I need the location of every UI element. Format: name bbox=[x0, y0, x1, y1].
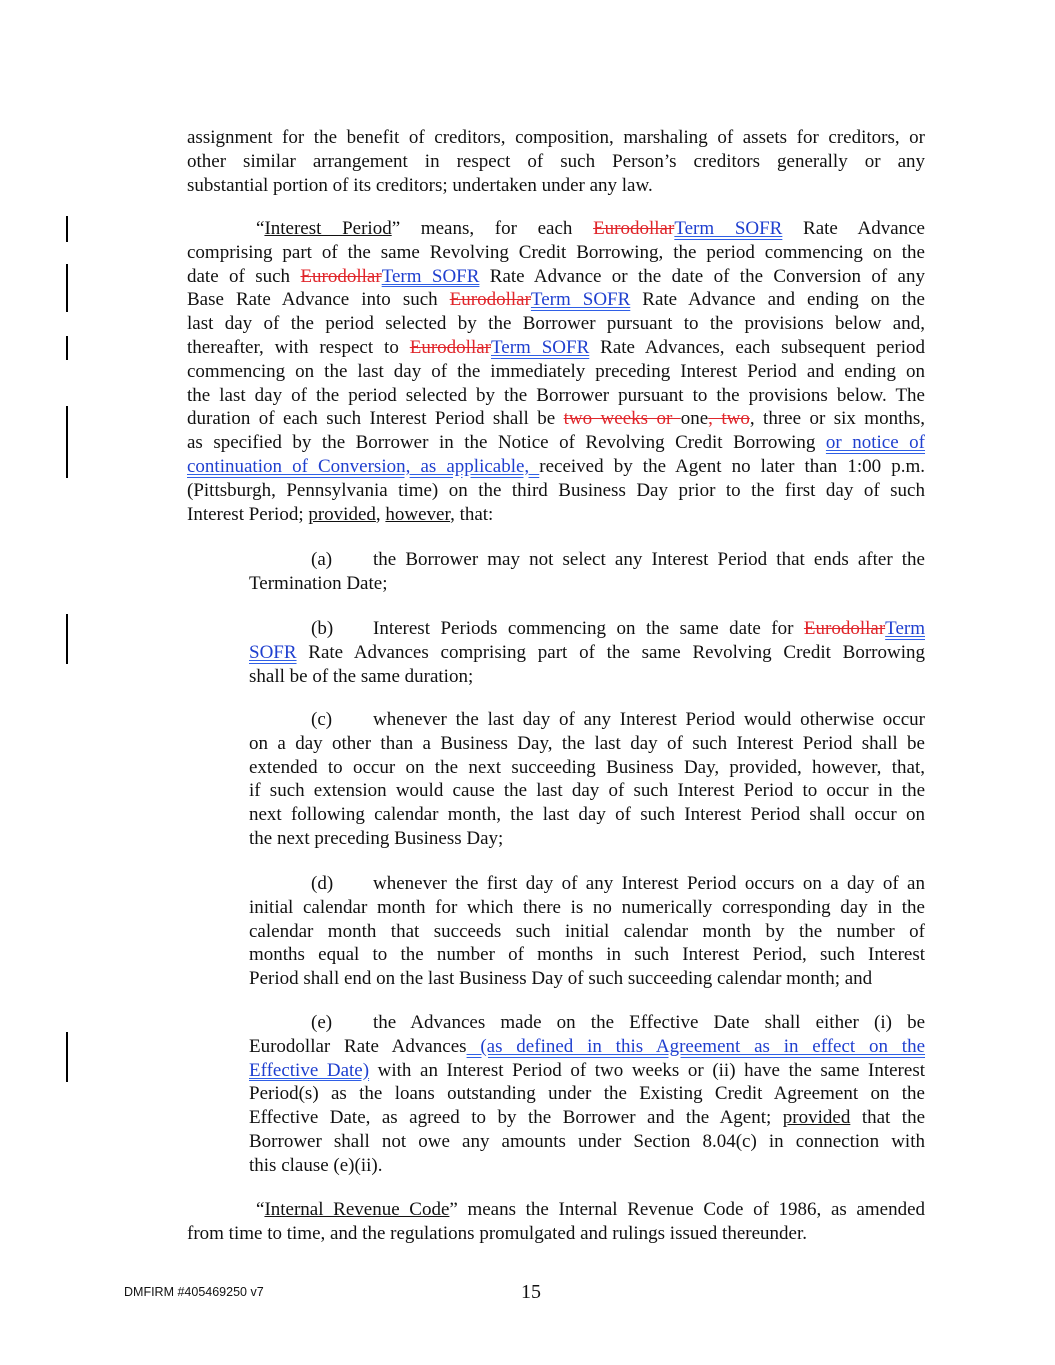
clause-label: (e) bbox=[311, 1012, 333, 1033]
deleted-text: , two bbox=[708, 408, 750, 430]
text-line: this clause (e)(ii). bbox=[249, 1154, 383, 1176]
inserted-text: Term SOFR bbox=[491, 336, 590, 358]
text-line: (Pittsburgh, Pennsylvania time) on the third Business Day prior to the first day of such bbox=[187, 479, 925, 501]
text-line: shall be of the same duration; bbox=[249, 665, 474, 687]
change-bar bbox=[66, 1032, 68, 1082]
text-line: Termination Date; bbox=[249, 572, 388, 594]
text-line: “Internal Revenue Code” means the Internal Revenue Code of 1986, as amended bbox=[256, 1199, 926, 1220]
underlined-word: provided bbox=[308, 503, 376, 525]
text-line: on a day other than a Business Day, the last day of such Interest Period shall be bbox=[249, 732, 925, 754]
deleted-text: Eurodollar bbox=[803, 618, 886, 639]
deleted-text: Eurodollar bbox=[409, 336, 491, 358]
defined-term: Interest Period bbox=[264, 218, 392, 239]
inserted-text: (as defined in this Agreement as in effect on the bbox=[466, 1035, 926, 1057]
text-line: calendar month that succeeds such initial calendar month by the number of bbox=[249, 920, 925, 942]
text-line: SOFR Rate Advances comprising part of the same Revolving Credit Borrowing bbox=[249, 641, 925, 663]
text-line: “Interest Period” means, for each EurodollarTerm SOFR Rate Advance bbox=[256, 218, 925, 239]
clause-label: (c) bbox=[311, 709, 333, 730]
text-line: Effective Date) with an Interest Period of two weeks or (ii) have the same Interest bbox=[249, 1059, 925, 1081]
underlined-word: provided bbox=[782, 1107, 851, 1129]
text-line: thereafter, with respect to EurodollarTerm SOFR Rate Advances, each subsequent period bbox=[187, 336, 925, 358]
deleted-text: Eurodollar bbox=[593, 218, 675, 239]
underlined-word: however bbox=[385, 503, 451, 525]
inserted-text: Term SOFR bbox=[381, 265, 480, 287]
text-line: Borrower shall not owe any amounts under Section 8.04(c) in connection with bbox=[249, 1130, 925, 1152]
text-line: commencing on the last day of the immediately preceding Interest Period and ending on bbox=[187, 360, 925, 382]
text-line: (a) the Borrower may not select any Interest Period that ends after the bbox=[311, 549, 925, 570]
clause-d bbox=[249, 872, 925, 991]
text-line: continuation of Conversion, as applicable, received by the Agent no later than 1:00 p.m. bbox=[187, 455, 925, 477]
deleted-text: Eurodollar bbox=[300, 265, 382, 287]
page-number: 15 bbox=[521, 1281, 541, 1303]
clause-label: (a) bbox=[311, 549, 333, 570]
inserted-text: continuation of Conversion, as applicable, bbox=[187, 455, 540, 477]
text-line: next following calendar month, the last day of such Interest Period shall occur on bbox=[249, 804, 925, 826]
text-line: if such extension would cause the last day of such Interest Period to occur in the bbox=[249, 780, 925, 802]
text-line: Base Rate Advance into such EurodollarTerm SOFR Rate Advance and ending on the bbox=[187, 289, 925, 311]
text-line: Effective Date, as agreed to by the Borrower and the Agent; provided that the bbox=[249, 1107, 925, 1129]
text-line: Period shall end on the last Business Day of such succeeding calendar month; and bbox=[249, 968, 873, 990]
text-line: the next preceding Business Day; bbox=[249, 827, 504, 849]
inserted-text: Effective Date) bbox=[249, 1059, 370, 1081]
text-line: (c) whenever the last day of any Interest Period would otherwise occur bbox=[311, 709, 925, 730]
inserted-text: Term SOFR bbox=[674, 218, 783, 239]
clause-label: (b) bbox=[311, 618, 334, 639]
deleted-text: Eurodollar bbox=[449, 289, 531, 311]
change-bar bbox=[66, 264, 68, 312]
change-bar bbox=[66, 336, 68, 360]
internal-revenue-code-definition bbox=[187, 1198, 925, 1246]
inserted-text: SOFR bbox=[249, 641, 297, 663]
clause-a bbox=[249, 548, 925, 596]
text-line: as specified by the Borrower in the Notice of Revolving Credit Borrowing or notice of bbox=[187, 432, 926, 454]
change-bar bbox=[66, 406, 68, 478]
text-line: (d) whenever the first day of any Interest Period occurs on a day of an bbox=[311, 873, 925, 894]
clause-e bbox=[249, 1011, 925, 1178]
interest-period-definition bbox=[187, 217, 925, 526]
text-line: date of such EurodollarTerm SOFR Rate Advance or the date of the Conversion of any bbox=[187, 265, 925, 287]
text-line: (b) Interest Periods commencing on the same date for EurodollarTerm bbox=[311, 618, 925, 639]
text-line: other similar arrangement in respect of such Person’s creditors generally or any bbox=[187, 150, 925, 172]
text-line: Period(s) as the loans outstanding under the Existing Credit Agreement on the bbox=[249, 1083, 925, 1105]
text-line: comprising part of the same Revolving Credit Borrowing, the period commencing on the bbox=[187, 241, 925, 263]
inserted-text: Term SOFR bbox=[530, 289, 631, 311]
text-line: extended to occur on the next succeeding Business Day, provided, however, that, bbox=[249, 756, 925, 778]
text-line: (e) the Advances made on the Effective Date shall either (i) be bbox=[311, 1012, 925, 1033]
text-line: Interest Period; provided, however, that: bbox=[187, 503, 494, 525]
intro-paragraph bbox=[187, 126, 925, 197]
clause-b bbox=[249, 617, 925, 688]
text-line: Eurodollar Rate Advances (as defined in this Agreement as in effect on the bbox=[249, 1035, 926, 1057]
text-line: last day of the period selected by the Borrower pursuant to the provisions below and, bbox=[187, 313, 925, 335]
text-line: assignment for the benefit of creditors, composition, marshaling of assets for creditors, or bbox=[187, 127, 925, 148]
document-id: DMFIRM #405469250 v7 bbox=[124, 1285, 264, 1299]
change-bar bbox=[66, 216, 68, 242]
inserted-text: Term bbox=[885, 618, 925, 639]
text-line: substantial portion of its creditors; undertaken under any law. bbox=[187, 174, 653, 196]
text-line: duration of each such Interest Period shall be two weeks or one, two, three or six months, bbox=[187, 408, 926, 430]
text-line: months equal to the number of months in such Interest Period, such Interest bbox=[249, 944, 925, 966]
clause-label: (d) bbox=[311, 873, 334, 894]
text-line: initial calendar month for which there is no numerically corresponding day in the bbox=[249, 896, 925, 918]
deleted-text: two weeks or bbox=[563, 408, 681, 430]
clause-c bbox=[249, 708, 925, 851]
text-line: from time to time, and the regulations promulgated and rulings issued thereunder. bbox=[187, 1222, 807, 1244]
defined-term: Internal Revenue Code bbox=[264, 1199, 450, 1220]
change-bar bbox=[66, 614, 68, 664]
text-line: the last day of the period selected by the Borrower pursuant to the provisions below. The bbox=[187, 384, 925, 406]
inserted-text: or notice of bbox=[825, 432, 926, 454]
